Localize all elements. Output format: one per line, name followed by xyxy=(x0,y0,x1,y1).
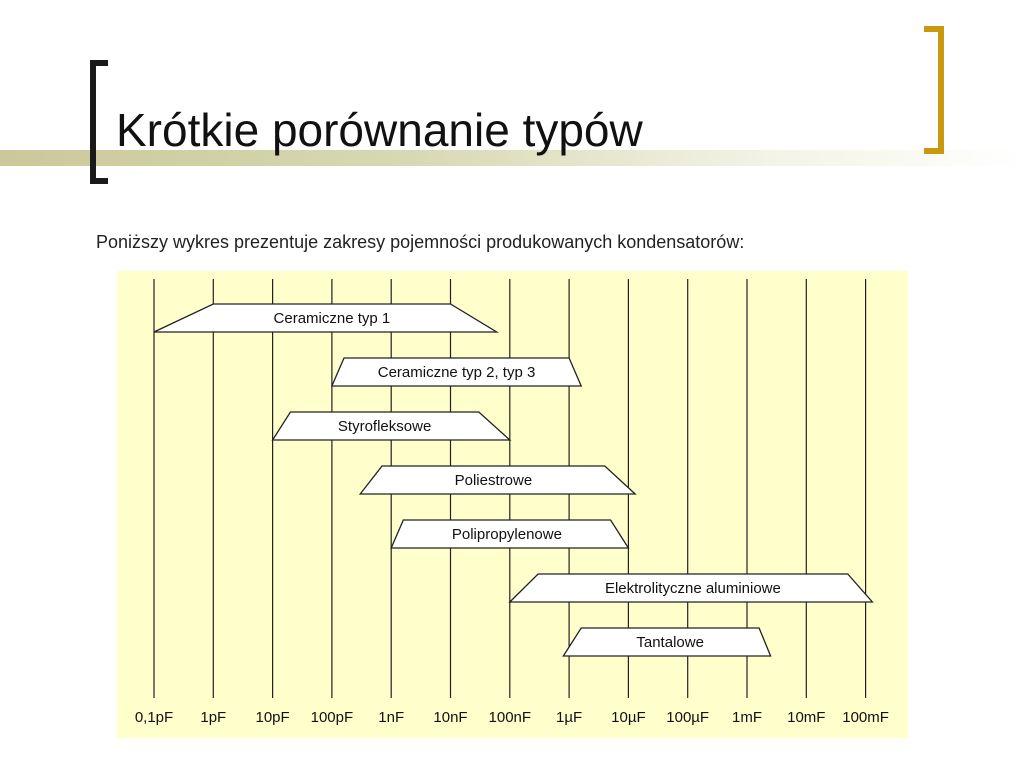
x-tick-label: 1nF xyxy=(378,709,405,726)
x-tick-label: 100mF xyxy=(842,709,889,726)
range-band-label: Ceramiczne typ 2, typ 3 xyxy=(377,364,536,381)
slide-title: Krótkie porównanie typów xyxy=(116,104,643,156)
x-tick-label: 1mF xyxy=(732,709,762,726)
x-tick-label: 10nF xyxy=(433,709,468,726)
range-band-label: Tantalowe xyxy=(636,634,704,651)
x-tick-label: 1µF xyxy=(556,709,583,726)
range-band-label: Styrofleksowe xyxy=(337,418,432,435)
x-tick-label: 1pF xyxy=(200,709,227,726)
range-band-label: Elektrolityczne aluminiowe xyxy=(604,580,781,597)
x-tick-label: 10µF xyxy=(611,709,646,726)
range-band-label: Ceramiczne typ 1 xyxy=(273,310,391,327)
right-bracket-decoration xyxy=(924,26,944,154)
left-bracket-decoration xyxy=(90,60,108,184)
x-tick-label: 100nF xyxy=(488,709,532,726)
chart-svg xyxy=(117,271,908,738)
x-tick-label: 10pF xyxy=(255,709,290,726)
range-band-label: Polipropylenowe xyxy=(451,526,562,543)
capacitance-range-chart xyxy=(117,271,908,738)
x-tick-label: 0,1pF xyxy=(134,709,174,726)
x-tick-label: 100µF xyxy=(666,709,710,726)
x-tick-label: 100pF xyxy=(310,709,354,726)
x-tick-label: 10mF xyxy=(787,709,826,726)
range-band-label: Poliestrowe xyxy=(454,472,533,489)
slide-subtitle: Poniższy wykres prezentuje zakresy pojemności produkowanych kondensatorów: xyxy=(96,232,745,252)
